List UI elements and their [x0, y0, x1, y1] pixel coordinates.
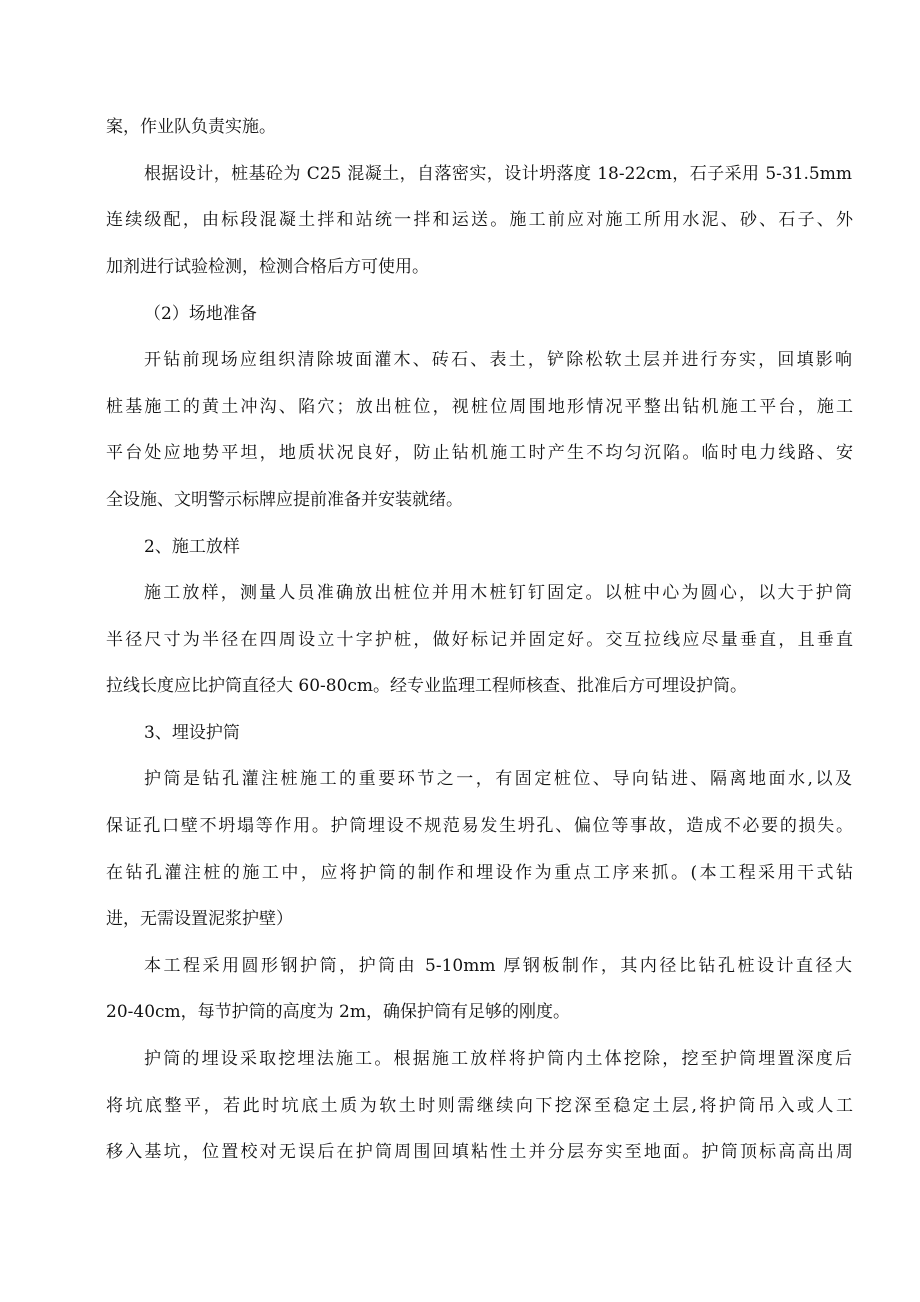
text-line-content: 加剂进行试验检测，检测合格后方可使用。 [106, 257, 429, 277]
text-line [0, 115, 920, 139]
paragraph-first-line [0, 767, 920, 791]
text-line-content: （2）场地准备 [144, 304, 257, 324]
text-line [0, 1000, 920, 1024]
text-line [0, 814, 920, 838]
text-line-content: 3、埋设护筒 [144, 723, 240, 743]
paragraph-first-line [0, 1047, 920, 1071]
text-line-content: 将坑底整平，若此时坑底土质为软土时则需继续向下挖深至稳定土层,将护筒吊入或人工 [106, 1096, 853, 1116]
paragraph-first-line [0, 954, 920, 978]
text-line-content: 本工程采用圆形钢护筒，护筒由 5-10mm 厚钢板制作，其内径比钻孔桩设计直径大 [144, 956, 852, 976]
text-line-content: 保证孔口壁不坍塌等作用。护筒埋设不规范易发生坍孔、偏位等事故，造成不必要的损失。 [106, 816, 853, 836]
text-line-content: 根据设计，桩基砼为 C25 混凝土，自落密实，设计坍落度 18-22cm，石子采用 5-31.5mm [144, 164, 852, 184]
text-line-content: 进，无需设置泥浆护壁） [106, 909, 293, 929]
text-line-content: 平台处应地势平坦，地质状况良好，防止钻机施工时产生不均匀沉陷。临时电力线路、安 [106, 443, 853, 463]
text-line [0, 208, 920, 232]
text-line-content: 护筒是钻孔灌注桩施工的重要环节之一，有固定桩位、导向钻进、隔离地面水,以及 [144, 769, 852, 789]
text-line-content: 在钻孔灌注桩的施工中，应将护筒的制作和埋设作为重点工序来抓。(本工程采用干式钻 [106, 863, 853, 883]
text-line-content: 半径尺寸为半径在四周设立十字护桩，做好标记并固定好。交互拉线应尽量垂直，且垂直 [106, 630, 853, 650]
text-line-content: 20-40cm，每节护筒的高度为 2m，确保护筒有足够的刚度。 [106, 1002, 570, 1022]
section-heading [0, 535, 920, 559]
section-heading [0, 721, 920, 745]
text-line [0, 907, 920, 931]
paragraph-first-line [0, 348, 920, 372]
text-line [0, 861, 920, 885]
text-line-content: 施工放样，测量人员准确放出桩位并用木桩钉钉固定。以桩中心为圆心，以大于护筒 [144, 583, 852, 603]
text-line [0, 628, 920, 652]
text-line [0, 488, 920, 512]
text-line-content: 2、施工放样 [144, 537, 240, 557]
text-line-content: 拉线长度应比护筒直径大 60-80cm。经专业监理工程师核查、批准后方可埋设护筒。 [106, 676, 748, 696]
paragraph-first-line [0, 162, 920, 186]
text-line-content: 连续级配，由标段混凝土拌和站统一拌和运送。施工前应对施工所用水泥、砂、石子、外 [106, 210, 853, 230]
text-line [0, 395, 920, 419]
text-line [0, 674, 920, 698]
text-line-content: 全设施、文明警示标牌应提前准备并安装就绪。 [106, 490, 463, 510]
text-line [0, 255, 920, 279]
text-line [0, 1094, 920, 1118]
text-line-content: 移入基坑，位置校对无误后在护筒周围回填粘性土并分层夯实至地面。护筒顶标高高出周 [106, 1142, 853, 1162]
text-line [0, 1140, 920, 1164]
paragraph-first-line [0, 581, 920, 605]
text-line-content: 护筒的埋设采取挖埋法施工。根据施工放样将护筒内土体挖除，挖至护筒埋置深度后 [144, 1049, 852, 1069]
text-line-content: 桩基施工的黄土冲沟、陷穴；放出桩位，视桩位周围地形情况平整出钻机施工平台，施工 [106, 397, 853, 417]
text-line-content: 开钻前现场应组织清除坡面灌木、砖石、表土，铲除松软土层并进行夯实，回填影响 [144, 350, 852, 370]
section-heading [0, 302, 920, 326]
text-line [0, 441, 920, 465]
text-line-content: 案，作业队负责实施。 [106, 117, 276, 137]
